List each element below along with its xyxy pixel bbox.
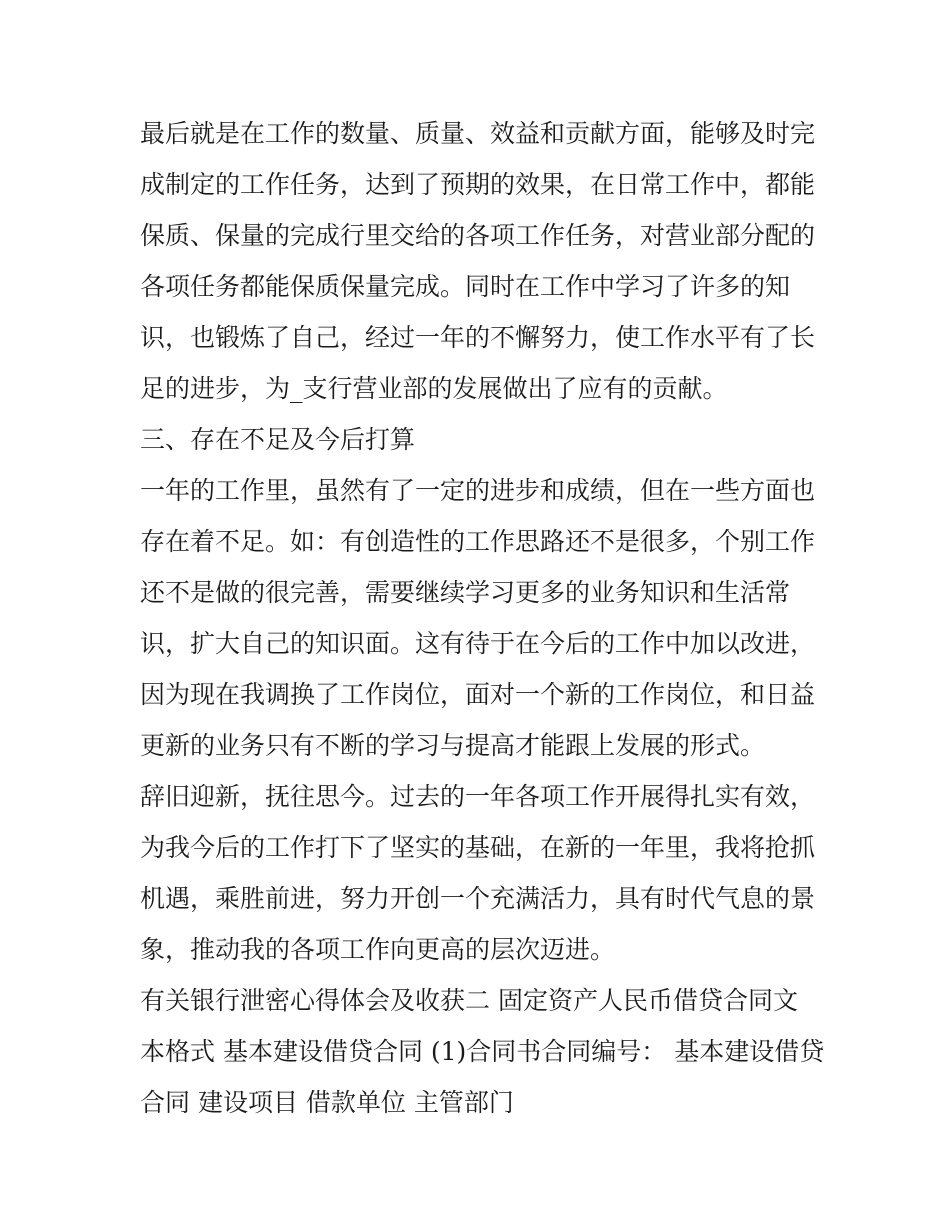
text-line: 本格式 基本建设借贷合同 (1)合同书合同编号： 基本建设借贷 bbox=[140, 1037, 825, 1066]
text-line: 最后就是在工作的数量、质量、效益和贡献方面，能够及时完 bbox=[140, 119, 816, 148]
text-line: 存在着不足。如：有创造性的工作思路还不是很多，个别工作 bbox=[140, 527, 816, 556]
text-line: 成制定的工作任务，达到了预期的效果，在日常工作中，都能 bbox=[140, 170, 816, 199]
text-line: 机遇，乘胜前进，努力开创一个充满活力，具有时代气息的景 bbox=[140, 884, 816, 913]
document-body bbox=[140, 108, 825, 1128]
text-line: 各项任务都能保质保量完成。同时在工作中学习了许多的知 bbox=[140, 272, 791, 301]
text-line: 有关银行泄密心得体会及收获二 固定资产人民币借贷合同文 bbox=[140, 986, 798, 1015]
text-line: 因为现在我调换了工作岗位，面对一个新的工作岗位，和日益 bbox=[140, 680, 816, 709]
text-line: 一年的工作里，虽然有了一定的进步和成绩，但在一些方面也 bbox=[140, 476, 816, 505]
text-line: 识，也锻炼了自己，经过一年的不懈努力，使工作水平有了长 bbox=[140, 323, 816, 352]
text-line: 保质、保量的完成行里交给的各项工作任务，对营业部分配的 bbox=[140, 221, 816, 250]
text-line: 识，扩大自己的知识面。这有待于在今后的工作中加以改进， bbox=[140, 629, 816, 658]
text-line: 还不是做的很完善，需要继续学习更多的业务知识和生活常 bbox=[140, 578, 791, 607]
text-line: 象，推动我的各项工作向更高的层次迈进。 bbox=[140, 935, 616, 964]
text-line: 合同 建设项目 借款单位 主管部门 bbox=[140, 1088, 514, 1117]
text-line: 足的进步，为_支行营业部的发展做出了应有的贡献。 bbox=[140, 374, 728, 403]
section-heading: 三、存在不足及今后打算 bbox=[140, 425, 416, 454]
text-line: 辞旧迎新，抚往思今。过去的一年各项工作开展得扎实有效， bbox=[140, 782, 816, 811]
text-line: 为我今后的工作打下了坚实的基础，在新的一年里，我将抢抓 bbox=[140, 833, 816, 862]
text-line: 更新的业务只有不断的学习与提高才能跟上发展的形式。 bbox=[140, 731, 766, 760]
